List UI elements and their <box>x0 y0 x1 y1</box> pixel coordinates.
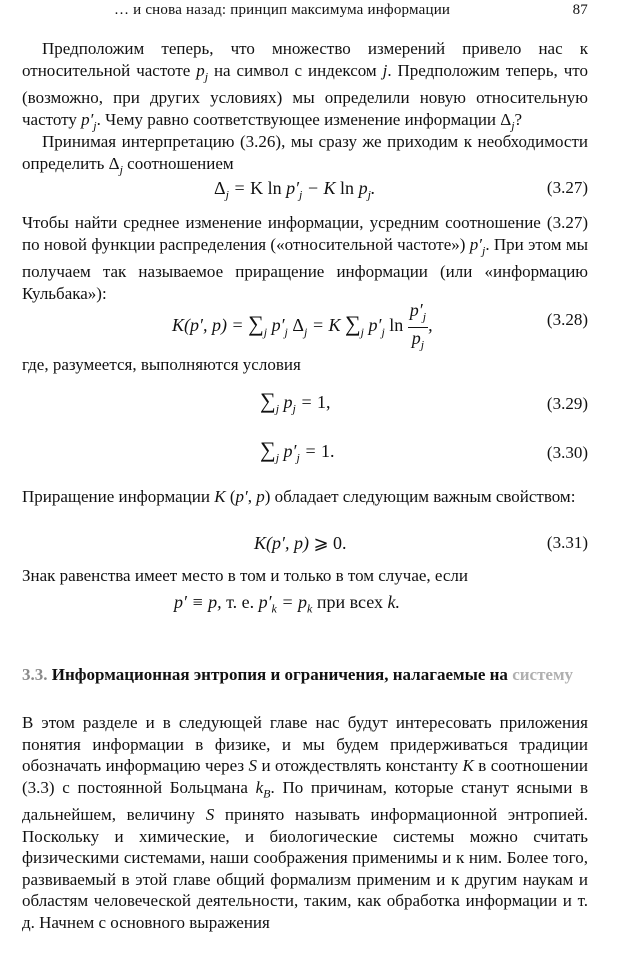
equation-equality <box>22 592 588 624</box>
equation-3-28-number: (3.28) <box>546 310 588 329</box>
equation-3-27-expr: $\Delta_j = K$ $\ln p'_j - K$ $\ln p_j$. <box>214 178 376 202</box>
section-title-cut: систему <box>512 665 574 684</box>
equation-3-28-expr: K(p′, $p) = \sum_j$ $p'_j$ $\Delta_j = K$ $\sum_j$ $p'_j$ ln $\frac{p'_j}{p_j}$ , <box>172 300 433 352</box>
section-title-main: Информационная энтропия и ограничения, налагаемые на <box>51 665 508 684</box>
section-number: 3.3. <box>22 665 48 684</box>
running-header <box>22 2 588 22</box>
paragraph-3: Чтобы найти среднее изменение информации, усредним соотношение (3.27) по новой функции распределения («относительной частоте») $p'_j$. При этом мы получаем так называемое приращение информации (или «информацию Кульбака»): <box>22 213 589 303</box>
paragraph-2: Принимая интерпретацию (3.26), мы сразу же приходим к необходимости определить $\Delta_j$ соотношением <box>22 132 588 176</box>
paragraph-6: Знак равенства имеет место в том и только в том случае, если <box>22 566 469 585</box>
header-title: … и снова назад: принцип максимума информации <box>114 2 451 18</box>
equation-3-29-number: (3.29) <box>546 394 588 413</box>
equation-3-31-number: (3.31) <box>546 533 588 552</box>
equation-3-29 <box>22 388 588 420</box>
equation-3-27-number: (3.27) <box>546 178 588 197</box>
equation-3-27 <box>22 178 588 210</box>
equation-3-31-expr: K(p′, p) ⩾ 0. <box>254 533 347 553</box>
equation-equality-expr: p′ ≡ p, т. е. $p'_k = p_k$ при всех k. <box>174 592 400 616</box>
section-heading <box>22 664 588 686</box>
equation-3-30 <box>22 437 588 469</box>
paragraph-7: В этом разделе и в следующей главе нас будут интересовать приложения понятия информации в физике, и мы будем придерживаться традиции обозначать информацию через S и отождествлять константу K в соотношении (3.3) с постоянной Больцмана $k_B$. По причинам, которые станут ясными в дальнейшем, величину S принято называть информационной энтропией. Поскольку и химические, и биологические системы можно считать физическими системами, наши соображения применимы и к ним. Более того, развиваемый в этой главе общий формализм применим и к другим наукам и областям человеческой деятельности, таким, как обработка информации и т. д. Начнем с основного выражения <box>22 713 589 932</box>
equation-3-29-expr: $\sum_j$ $p_j = 1$, <box>260 388 331 416</box>
equation-3-28 <box>22 300 588 350</box>
equation-3-30-expr: $\sum_j$ $p'_j = 1$. <box>260 437 335 465</box>
page-number: 87 <box>572 2 588 18</box>
equation-3-30-number: (3.30) <box>546 443 588 462</box>
paragraph-1: Предположим теперь, что множество измерений привело нас к относительной частоте $p_j$ на символ с индексом j. Предположим теперь, что (возможно, при других условиях) мы определили новую относительную частоту $p'_j$. Чему равно соответствующее изменение информации $\Delta_j$? <box>22 39 588 133</box>
paragraph-5: Приращение информации K (p′, p) обладает следующим важным свойством: <box>22 487 576 506</box>
equation-3-31 <box>22 533 588 565</box>
paragraph-4: где, разумеется, выполняются условия <box>22 355 301 374</box>
